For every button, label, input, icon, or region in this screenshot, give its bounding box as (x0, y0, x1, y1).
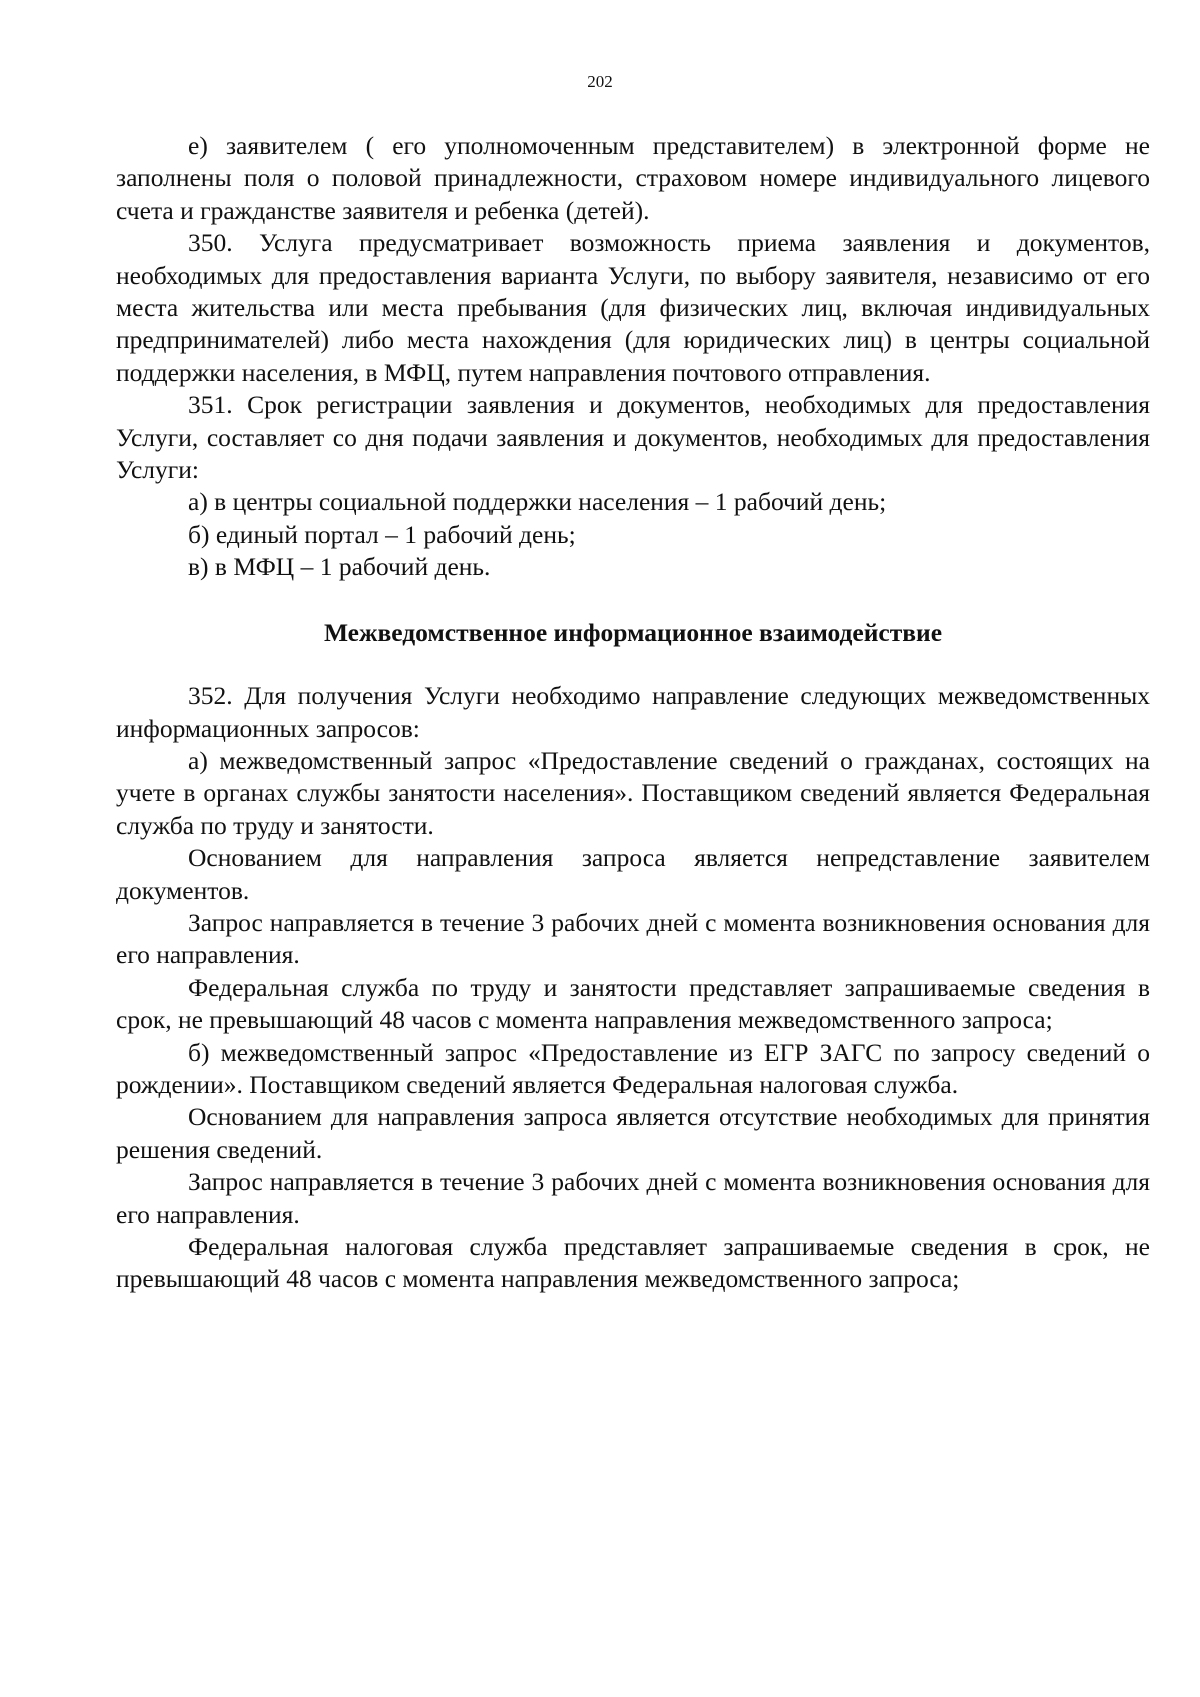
request-b-timing: Запрос направляется в течение 3 рабочих дней с момента возникновения основания для его направления. (116, 1167, 1150, 1229)
page-number: 202 (587, 72, 613, 91)
section-heading: Межведомственное информационное взаимодействие (323, 617, 943, 647)
list-item-a: а) в центры социальной поддержки населения – 1 рабочий день; (188, 487, 887, 517)
request-a-timing: Запрос направляется в течение 3 рабочих дней с момента возникновения основания для его направления. (116, 907, 1150, 970)
document-body (116, 130, 1150, 1296)
list-item-v: в) в МФЦ – 1 рабочий день. (188, 552, 491, 582)
request-b: б) межведомственный запрос «Предоставление из ЕГР ЗАГС по запросу сведений о рождении». Поставщиком сведений является Федеральная налоговая служба. (116, 1037, 1150, 1099)
list-item-b: б) единый портал – 1 рабочий день; (188, 519, 576, 549)
paragraph-351: 351. Срок регистрации заявления и документов, необходимых для предоставления Услуги, составляет со дня подачи заявления и документов, необходимых для предоставления Услуги: (116, 390, 1150, 485)
request-a-response: Федеральная служба по труду и занятости представляет запрашиваемые сведения в срок, не превышающий 48 часов с момента направления межведомственного запроса; (116, 972, 1150, 1035)
request-b-response: Федеральная налоговая служба представляет запрашиваемые сведения в срок, не превышающий 48 часов с момента направления межведомственного запроса; (116, 1232, 1150, 1294)
paragraph-350: 350. Услуга предусматривает возможность приема заявления и документов, необходимых для предоставления варианта Услуги, по выбору заявителя, независимо от его места жительства или места пребывания (для физических лиц, включая индивидуальных предпринимателей) либо места нахождения (для юридических лиц) в центры социальной поддержки населения, в МФЦ, путем направления почтового отправления. (116, 228, 1150, 387)
request-b-basis: Основанием для направления запроса является отсутствие необходимых для принятия решения сведений. (116, 1102, 1150, 1164)
request-a-basis: Основанием для направления запроса является непредставление заявителем документов. (116, 843, 1150, 905)
request-a: а) межведомственный запрос «Предоставление сведений о гражданах, состоящих на учете в органах службы занятости населения». Поставщиком сведений является Федеральная служба по труду и занятости. (116, 745, 1150, 840)
paragraph-352: 352. Для получения Услуги необходимо направление следующих межведомственных информационных запросов: (116, 681, 1150, 743)
paragraph-item-e: е) заявителем ( его уполномоченным представителем) в электронной форме не заполнены поля о половой принадлежности, страховом номере индивидуального лицевого счета и гражданстве заявителя и ребенка (детей). (116, 131, 1150, 225)
